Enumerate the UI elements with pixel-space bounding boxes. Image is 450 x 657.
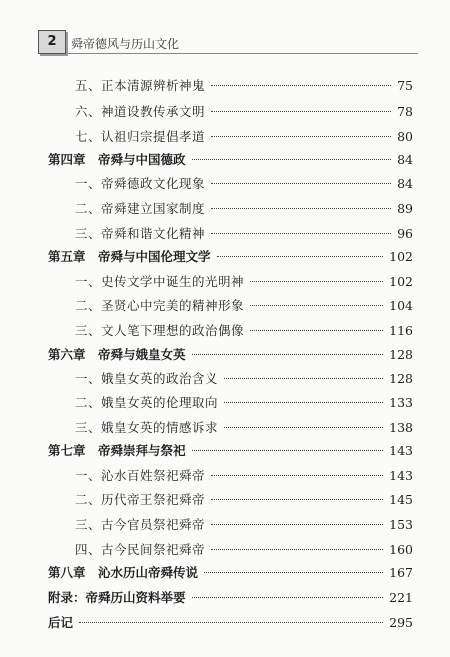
toc-chapter-entry [48, 150, 413, 170]
dot-leader [211, 85, 391, 86]
dot-leader [211, 524, 383, 525]
toc-entry-title: 三、文人笔下理想的政治偶像 [75, 323, 245, 338]
dot-leader [211, 549, 383, 550]
toc-entry-title: 第五章 帝舜与中国伦理文学 [48, 249, 211, 264]
toc-entry-title: 第八章 沁水历山帝舜传说 [48, 565, 199, 580]
toc-entry-title: 附录：帝舜历山资料举要 [48, 590, 186, 605]
toc-entry-page: 295 [389, 615, 413, 630]
toc-section-entry [75, 490, 413, 510]
dot-leader [192, 354, 384, 355]
dot-leader [250, 305, 383, 306]
toc-entry-page: 160 [389, 542, 413, 557]
toc-entry-title: 第四章 帝舜与中国德政 [48, 152, 186, 167]
toc-entry-title: 第七章 帝舜崇拜与祭祀 [48, 443, 186, 458]
toc-entry-page: 84 [397, 152, 413, 167]
toc-section-entry [75, 199, 413, 219]
toc-entry-page: 133 [389, 395, 413, 410]
toc-section-entry [75, 272, 413, 292]
dot-leader [211, 475, 383, 476]
toc-chapter-entry [48, 247, 413, 267]
toc-section-entry [75, 418, 413, 438]
toc-entry-page: 102 [389, 249, 413, 264]
toc-entry-page: 84 [397, 176, 413, 191]
dot-leader [211, 499, 383, 500]
dot-leader [224, 378, 383, 379]
toc-backmatter-entry [48, 613, 413, 633]
toc-entry-title: 六、神道设教传承文明 [75, 104, 206, 119]
toc-section-entry [75, 102, 413, 122]
toc-entry-title: 二、圣贤心中完美的精神形象 [75, 298, 245, 313]
toc-entry-page: 96 [397, 226, 413, 241]
toc-section-entry [75, 127, 413, 147]
toc-entry-page: 89 [397, 201, 413, 216]
toc-entry-title: 四、古今民间祭祀舜帝 [75, 542, 206, 557]
dot-leader [192, 597, 384, 598]
page-header [38, 30, 418, 54]
toc-section-entry [75, 393, 413, 413]
toc-entry-title: 一、帝舜德政文化现象 [75, 176, 206, 191]
toc-section-entry [75, 174, 413, 194]
toc-section-entry [75, 515, 413, 535]
dot-leader [211, 208, 391, 209]
toc-entry-page: 80 [397, 129, 413, 144]
toc-section-entry [75, 321, 413, 341]
dot-leader [204, 572, 383, 573]
dot-leader [217, 256, 384, 257]
toc-entry-page: 102 [389, 274, 413, 289]
toc-entry-page: 116 [389, 323, 413, 338]
toc-entry-page: 143 [389, 443, 413, 458]
dot-leader [211, 136, 391, 137]
toc-entry-title: 三、娥皇女英的情感诉求 [75, 420, 219, 435]
toc-entry-title: 一、沁水百姓祭祀舜帝 [75, 468, 206, 483]
toc-section-entry [75, 466, 413, 486]
toc-entry-page: 75 [397, 78, 413, 93]
toc-entry-title: 三、帝舜和谐文化精神 [75, 226, 206, 241]
dot-leader [79, 622, 383, 623]
dot-leader [224, 427, 383, 428]
toc-entry-page: 104 [389, 298, 413, 313]
dot-leader [192, 159, 392, 160]
header-rule [68, 53, 418, 54]
dot-leader [192, 450, 384, 451]
toc-entry-title: 五、正本清源辨析神鬼 [75, 78, 206, 93]
toc-section-entry [75, 369, 413, 389]
toc-entry-page: 128 [389, 371, 413, 386]
dot-leader [211, 233, 391, 234]
toc-entry-title: 后记 [48, 615, 74, 630]
toc-section-entry [75, 224, 413, 244]
toc-entry-page: 167 [389, 565, 413, 580]
toc-entry-title: 二、娥皇女英的伦理取向 [75, 395, 219, 410]
toc-entry-title: 一、史传文学中诞生的光明神 [75, 274, 245, 289]
toc-backmatter-entry [48, 588, 413, 608]
toc-entry-page: 145 [389, 492, 413, 507]
toc-chapter-entry [48, 563, 413, 583]
toc-entry-title: 第六章 帝舜与娥皇女英 [48, 347, 186, 362]
toc-entry-page: 153 [389, 517, 413, 532]
page-number: 2 [38, 30, 66, 54]
toc-entry-title: 三、古今官员祭祀舜帝 [75, 517, 206, 532]
toc-entry-page: 128 [389, 347, 413, 362]
toc-entry-title: 二、帝舜建立国家制度 [75, 201, 206, 216]
toc-entry-page: 143 [389, 468, 413, 483]
dot-leader [211, 111, 391, 112]
toc-entry-page: 138 [389, 420, 413, 435]
toc-section-entry [75, 296, 413, 316]
toc-chapter-entry [48, 345, 413, 365]
book-title: 舜帝德风与历山文化 [71, 37, 180, 51]
toc-entry-title: 七、认祖归宗提倡孝道 [75, 129, 206, 144]
dot-leader [250, 281, 383, 282]
dot-leader [211, 183, 391, 184]
dot-leader [224, 402, 383, 403]
dot-leader [250, 330, 383, 331]
toc-chapter-entry [48, 441, 413, 461]
toc-entry-page: 78 [397, 104, 413, 119]
toc-entry-page: 221 [389, 590, 413, 605]
toc-entry-title: 二、历代帝王祭祀舜帝 [75, 492, 206, 507]
toc-section-entry [75, 76, 413, 96]
toc-section-entry [75, 540, 413, 560]
toc-entry-title: 一、娥皇女英的政治含义 [75, 371, 219, 386]
